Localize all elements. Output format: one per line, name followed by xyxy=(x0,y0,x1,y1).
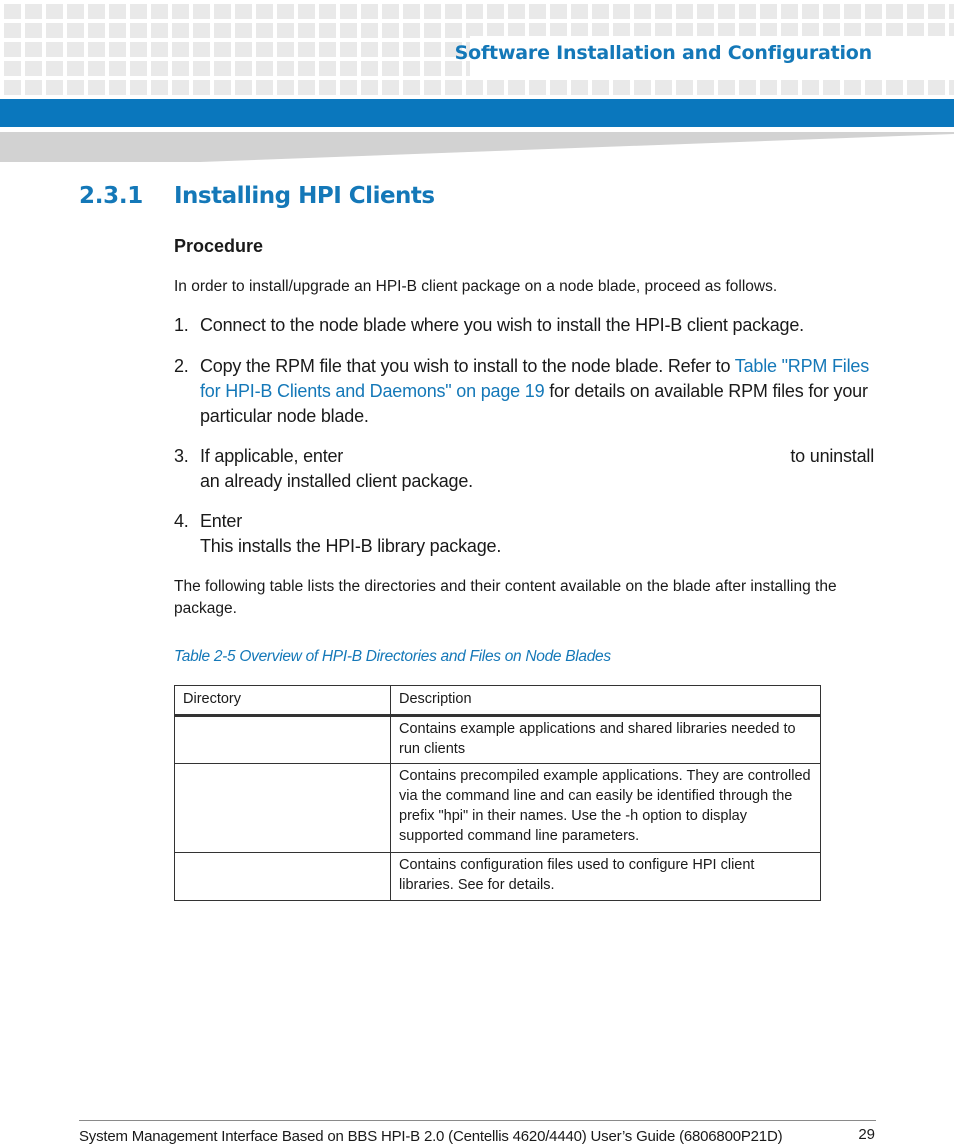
step-text xyxy=(200,444,874,494)
procedure-intro: In order to install/upgrade an HPI-B client package on a node blade, proceed as follows. xyxy=(174,278,778,295)
footer-document-title: System Management Interface Based on BBS HPI-B 2.0 (Centellis 4620/4440) User’s Guide (6806800P21D) xyxy=(79,1128,783,1145)
step-text-before: If applicable, enter xyxy=(200,446,344,466)
description-cell: Contains precompiled example applications. They are controlled via the command line and can easily be identified through the prefix "hpi" in their names. Use the -h option to display supported command line parameters. xyxy=(391,764,821,853)
directory-cell xyxy=(175,853,391,901)
step-text xyxy=(200,354,874,429)
table-caption: Table 2-5 Overview of HPI-B Directories and Files on Node Blades xyxy=(174,648,611,665)
step-text-after: This installs the HPI-B library package. xyxy=(200,536,502,556)
column-header-description: Description xyxy=(391,686,821,716)
table-intro-paragraph: The following table lists the directories and their content available on the blade after installing the package. xyxy=(174,578,837,617)
section-title: Installing HPI Clients xyxy=(174,183,435,209)
rpm-files-table-link[interactable]: Table "RPM Files for HPI-B Clients and Daemons" on page 19 xyxy=(200,356,870,401)
directories-table xyxy=(174,685,821,901)
table-header-row xyxy=(175,686,821,716)
directory-cell xyxy=(175,764,391,853)
step-text-right: to uninstall xyxy=(790,446,874,466)
table-row xyxy=(175,853,821,901)
step-text-before: Copy the RPM file that you wish to install to the node blade. Refer to xyxy=(200,356,735,376)
table-row xyxy=(175,716,821,764)
step-number: 2. xyxy=(174,356,189,376)
table-row xyxy=(175,764,821,853)
step-number: 1. xyxy=(174,315,189,335)
procedure-heading: Procedure xyxy=(174,236,264,256)
step-number: 4. xyxy=(174,511,189,531)
directory-cell xyxy=(175,716,391,764)
page-number: 29 xyxy=(858,1126,875,1143)
chapter-header-title: Software Installation and Configuration xyxy=(454,42,872,64)
header-blue-bar xyxy=(0,99,954,127)
header-grey-swoosh xyxy=(0,132,954,164)
step-text: Connect to the node blade where you wish to install the HPI-B client package. xyxy=(200,315,804,335)
footer-divider xyxy=(79,1120,876,1121)
step-text xyxy=(200,509,874,559)
description-cell: Contains example applications and shared libraries needed to run clients xyxy=(391,716,821,764)
step-number: 3. xyxy=(174,446,189,466)
step-text-main: Enter xyxy=(200,511,243,531)
step-text-after: an already installed client package. xyxy=(200,471,473,491)
section-number: 2.3.1 xyxy=(79,183,143,209)
step-text-after: for details on available RPM files for your particular node blade. xyxy=(200,381,868,426)
description-cell: Contains configuration files used to configure HPI client libraries. See for details. xyxy=(391,853,821,901)
column-header-directory: Directory xyxy=(175,686,391,716)
